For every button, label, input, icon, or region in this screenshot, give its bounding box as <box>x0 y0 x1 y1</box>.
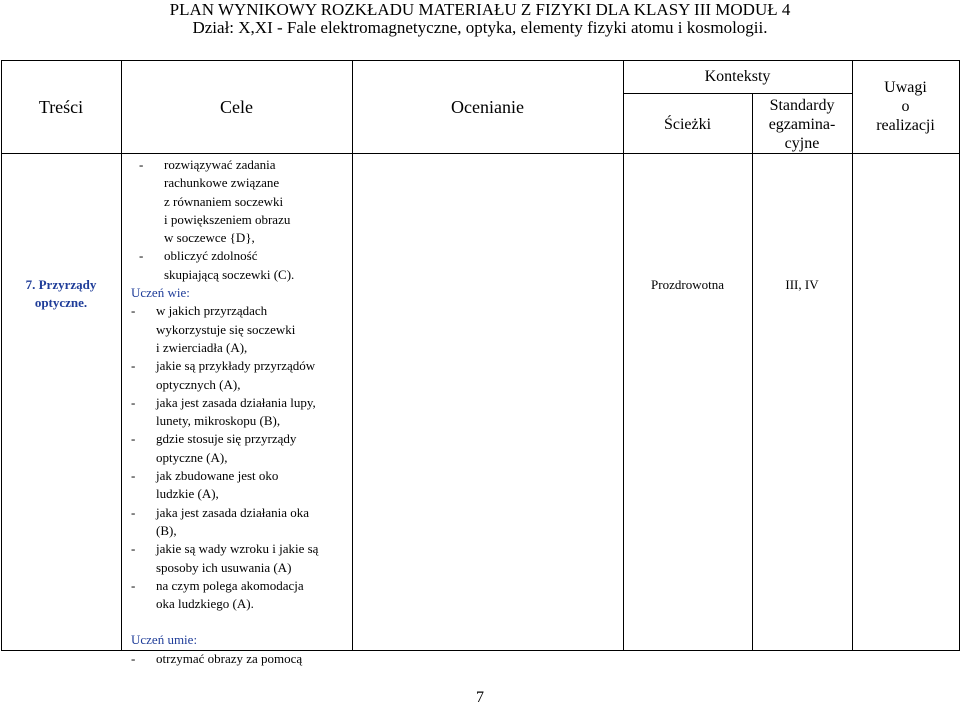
list-dash: - <box>131 541 136 557</box>
col-header-ocenianie: Ocenianie <box>451 97 524 117</box>
list-item-text: jakie są wady wzroku i jakie są <box>156 541 319 557</box>
list-item-text: rachunkowe związane <box>164 175 280 191</box>
list-item-line <box>139 229 351 247</box>
list-item-line <box>139 193 351 211</box>
umie-heading: Uczeń umie: <box>131 632 198 648</box>
list-item-line <box>139 156 351 174</box>
list-item-line <box>131 357 351 375</box>
list-dash: - <box>131 394 136 410</box>
list-item-text: ludzkie (A), <box>156 486 219 502</box>
list-item-text: obliczyć zdolność <box>164 248 258 264</box>
list-item-line <box>131 540 351 558</box>
list-dash: - <box>139 248 144 264</box>
list-item-text: jakie są przykłady przyrządów <box>156 358 316 374</box>
list-item-line <box>131 467 351 485</box>
list-item-line <box>131 595 351 613</box>
list-item-line <box>131 559 351 577</box>
list-item-text: w soczewce {D}, <box>164 230 255 246</box>
list-item-text: jaka jest zasada działania lupy, <box>156 394 316 410</box>
list-dash: - <box>131 468 136 484</box>
list-item-text: jak zbudowane jest oko <box>156 468 279 484</box>
col-header-cele: Cele <box>220 97 253 117</box>
list-item-line <box>131 321 351 339</box>
list-item-text: oka ludzkiego (A). <box>156 596 254 612</box>
list-item-line <box>131 412 351 430</box>
list-item-text: optycznych (A), <box>156 376 241 392</box>
col-header-sciezki: Ścieżki <box>663 116 712 133</box>
list-item-text: w jakich przyrządach <box>156 303 268 319</box>
list-item-text: wykorzystuje się soczewki <box>156 321 296 337</box>
list-item-text: na czym polega akomodacja <box>156 577 304 593</box>
list-item-line <box>131 339 351 357</box>
col-header-standardy-line3: cyjne <box>784 135 820 152</box>
page-number: 7 <box>476 689 484 706</box>
list-dash: - <box>131 303 136 319</box>
list-item-text: jaka jest zasada działania oka <box>156 504 310 520</box>
col-header-standardy-line1: Standardy <box>769 97 835 114</box>
list-item-text: otrzymać obrazy za pomocą <box>156 650 303 666</box>
list-dash: - <box>139 157 144 172</box>
list-item-text: i zwierciadła (A), <box>156 339 248 355</box>
list-item-text: lunety, mikroskopu (B), <box>156 413 281 429</box>
intro-list <box>131 156 351 284</box>
list-item-line <box>131 577 351 595</box>
topic-line2: optyczne. <box>34 295 88 310</box>
list-item-text: rozwiązywać zadania <box>164 157 276 172</box>
list-item-line <box>139 211 351 229</box>
umie-list <box>131 650 351 668</box>
topic-cell <box>2 276 120 312</box>
col-header-uwagi-line1: Uwagi <box>884 79 927 96</box>
sciezki-value: Prozdrowotna <box>651 277 724 292</box>
list-item-line <box>131 302 351 320</box>
list-item-line <box>139 247 351 265</box>
col-header-uwagi-line2: o <box>901 98 910 115</box>
list-dash: - <box>131 358 136 374</box>
list-item-line <box>131 650 351 668</box>
list-item-line <box>131 504 351 522</box>
list-item-text: (B), <box>156 522 177 538</box>
list-item-line <box>139 174 351 192</box>
list-item-line <box>131 376 351 394</box>
list-item-text: sposoby ich usuwania (A) <box>156 559 292 575</box>
col-header-uwagi-line3: realizacji <box>876 117 935 134</box>
col-header-uwagi <box>852 78 959 135</box>
topic-line1: 7. Przyrządy <box>25 277 97 292</box>
list-item-text: optyczne (A), <box>156 449 228 465</box>
list-dash: - <box>131 577 136 593</box>
cele-cell <box>131 156 351 668</box>
list-dash: - <box>131 650 136 666</box>
list-item-text: gdzie stosuje się przyrządy <box>156 431 297 447</box>
wie-list <box>131 302 351 613</box>
col-header-standardy <box>752 96 852 153</box>
list-item-line <box>131 394 351 412</box>
list-item-line <box>131 522 351 540</box>
list-item-text: i powiększeniem obrazu <box>164 211 291 227</box>
list-dash: - <box>131 431 136 447</box>
wie-heading: Uczeń wie: <box>131 285 190 301</box>
col-header-tresci: Treści <box>38 97 84 117</box>
document-subtitle: Dział: X,XI - Fale elektromagnetyczne, optyka, elementy fizyki atomu i kosmologii. <box>192 18 768 37</box>
list-dash: - <box>131 504 136 520</box>
col-header-standardy-line2: egzamina- <box>768 116 836 133</box>
standardy-value: III, IV <box>785 277 819 292</box>
list-item-line <box>131 485 351 503</box>
document-title: PLAN WYNIKOWY ROZKŁADU MATERIAŁU Z FIZYKI DLA KLASY III MODUŁ 4 <box>169 0 791 19</box>
list-item-text: skupiającą soczewki (C). <box>164 266 295 282</box>
col-header-konteksty: Konteksty <box>704 68 771 85</box>
list-item-line <box>139 266 351 284</box>
list-item-line <box>131 430 351 448</box>
list-item-line <box>131 449 351 467</box>
list-item-text: z równaniem soczewki <box>164 193 284 209</box>
